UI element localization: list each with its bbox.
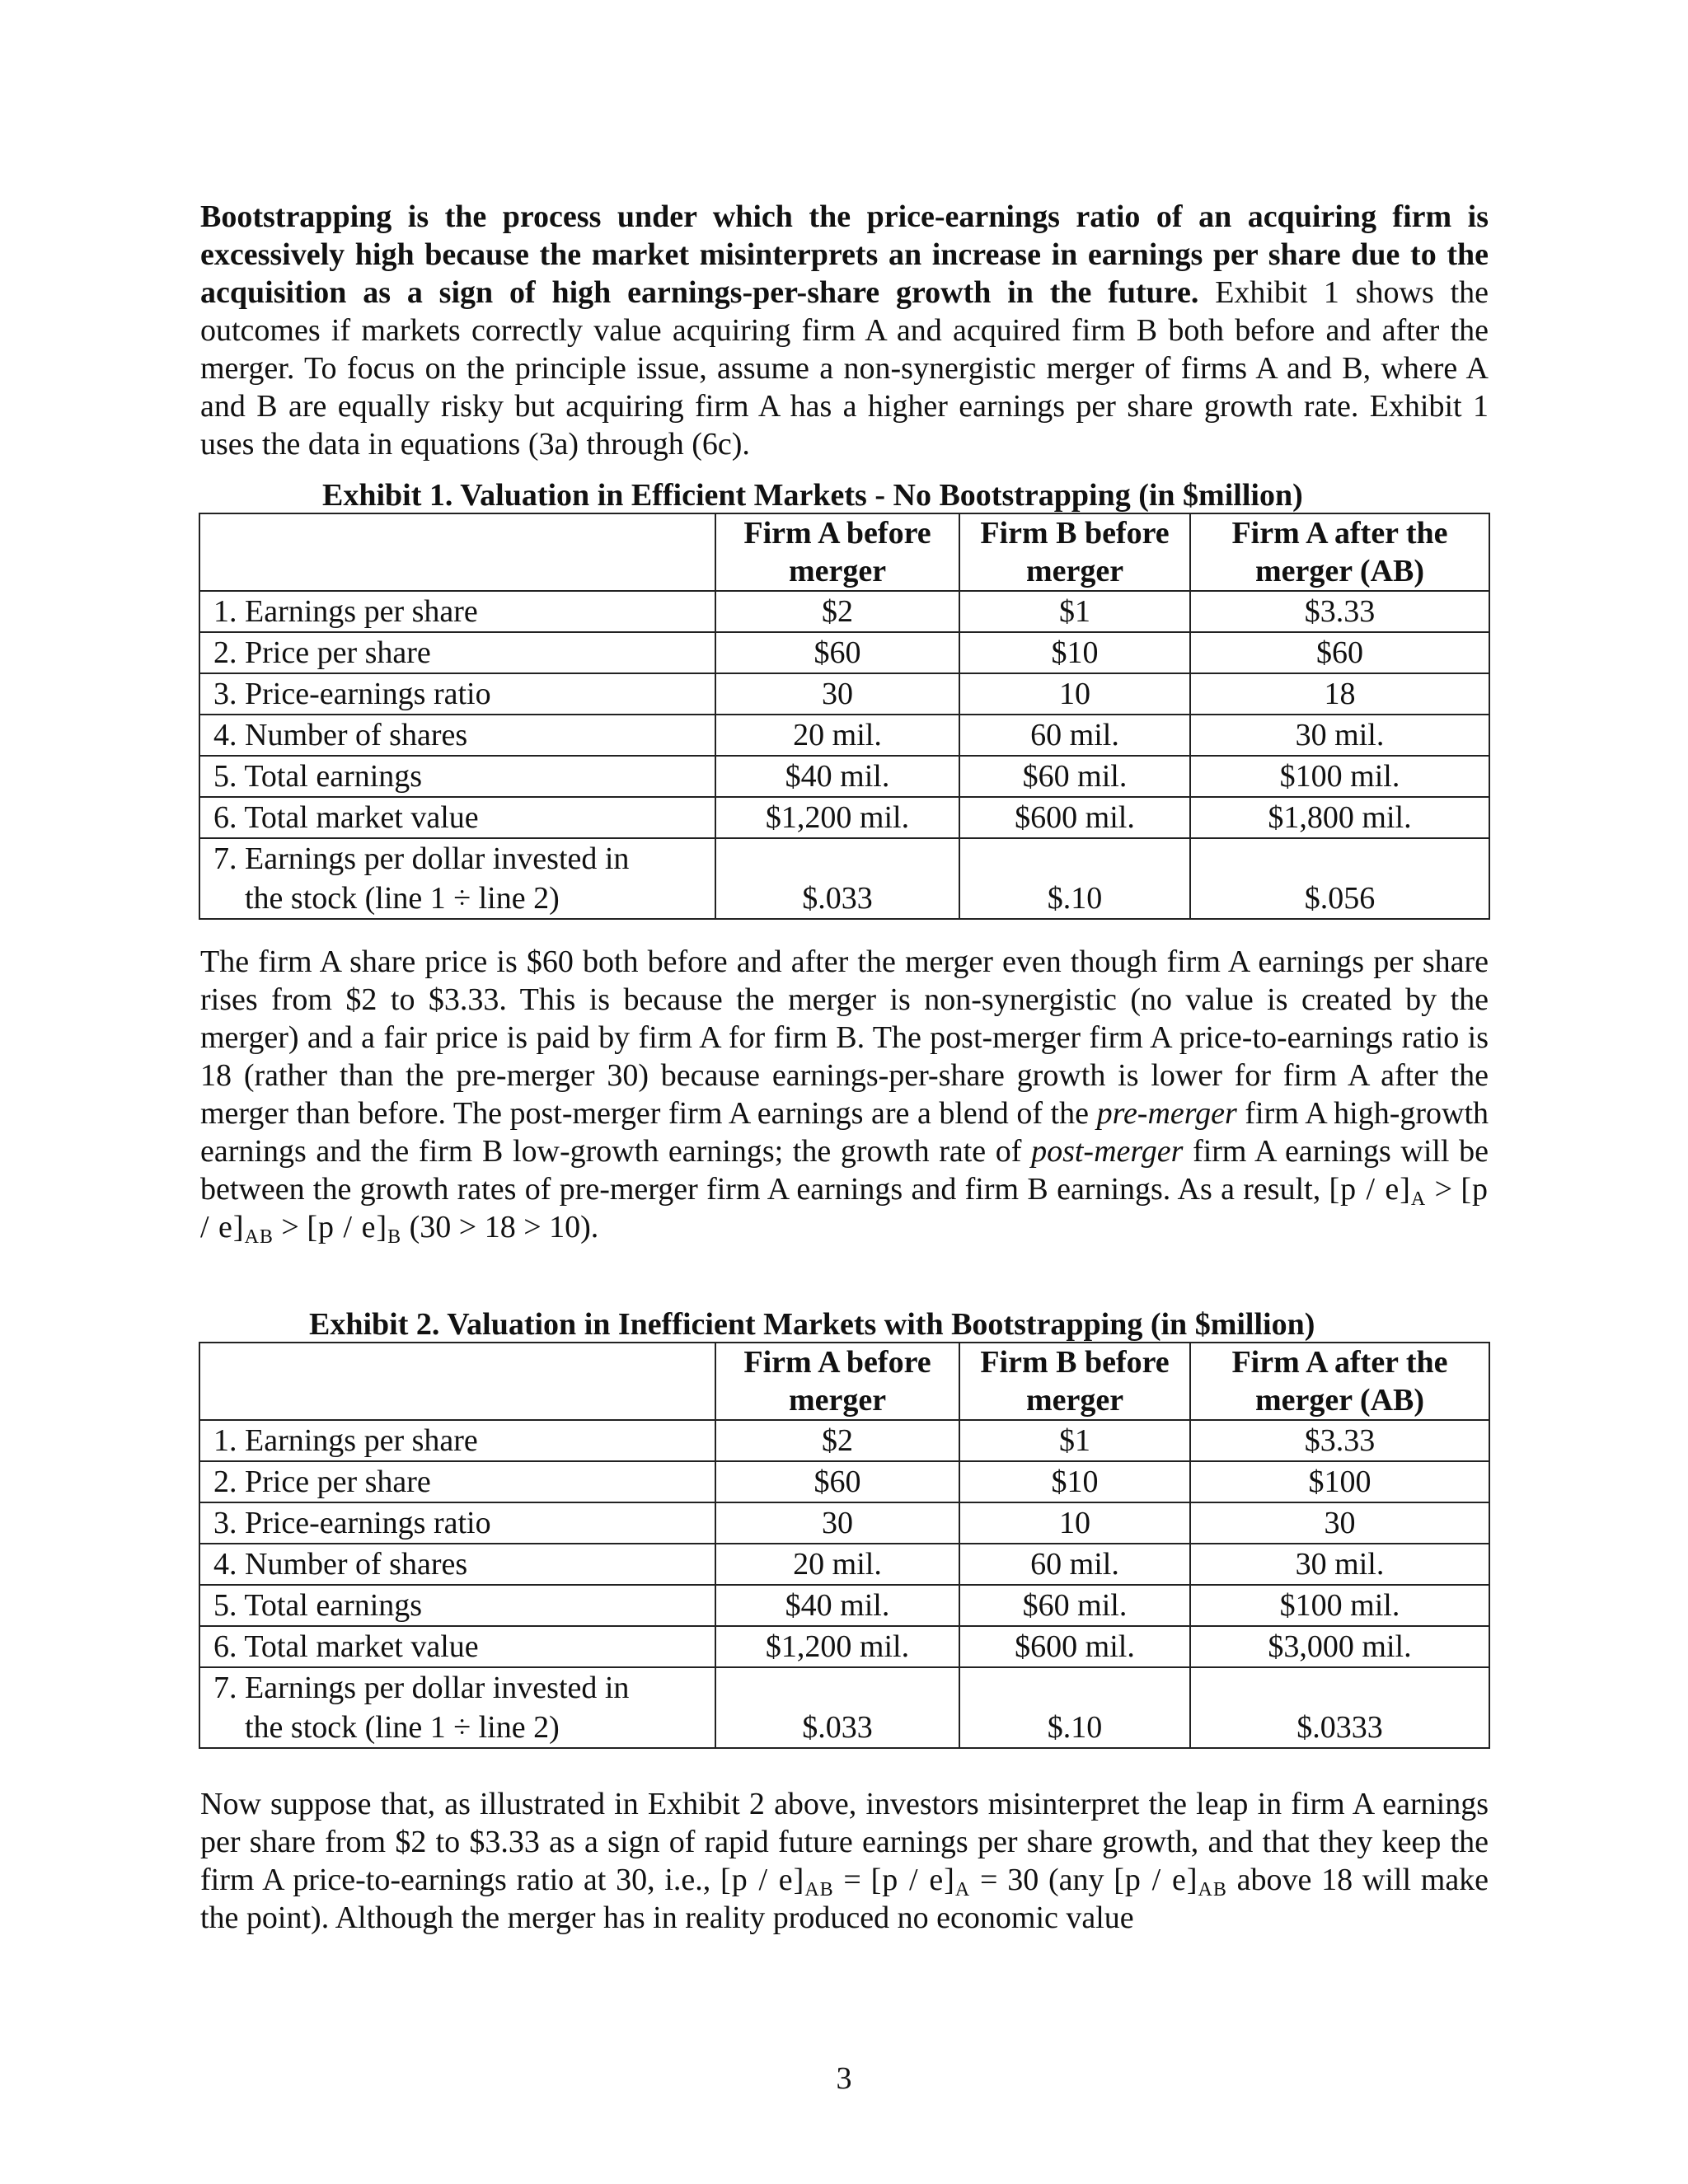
cell-value: $2 bbox=[715, 591, 959, 632]
row-label-line-1: 7. Earnings per dollar invested in bbox=[213, 1671, 630, 1705]
table-header-row bbox=[199, 1343, 1489, 1420]
pe-ratio-a: $[p / e]_A$ bbox=[1329, 1172, 1427, 1210]
header-blank bbox=[199, 1343, 715, 1420]
cell-value: $1,800 mil. bbox=[1190, 797, 1489, 838]
cell-value: 60 mil. bbox=[959, 1544, 1190, 1585]
table-row bbox=[199, 756, 1489, 797]
row-label: 3. Price-earnings ratio bbox=[199, 673, 715, 715]
cell-value: $40 mil. bbox=[715, 1585, 959, 1626]
cell-value: $3.33 bbox=[1190, 1420, 1489, 1461]
pe-ratio-ab: $[p / e]_{AB}$ bbox=[720, 1863, 834, 1900]
row-label: 5. Total earnings bbox=[199, 756, 715, 797]
pe-ratio-a: $[p / e]_A$ bbox=[870, 1863, 971, 1900]
cell-value: 30 bbox=[715, 1502, 959, 1544]
cell-value: 20 mil. bbox=[715, 715, 959, 756]
table-row bbox=[199, 838, 1489, 919]
cell-value: $1,200 mil. bbox=[715, 797, 959, 838]
row-label bbox=[199, 1667, 715, 1748]
analysis-paragraph bbox=[200, 943, 1489, 1246]
row-label: 4. Number of shares bbox=[199, 715, 715, 756]
analysis-italic-2: post-merger bbox=[1031, 1134, 1184, 1169]
table-row bbox=[199, 1585, 1489, 1626]
table-row bbox=[199, 673, 1489, 715]
cell-value: $60 mil. bbox=[959, 1585, 1190, 1626]
header-firm-a-after: Firm A after the merger (AB) bbox=[1190, 1343, 1489, 1420]
row-label: 1. Earnings per share bbox=[199, 1420, 715, 1461]
cell-value: $600 mil. bbox=[959, 797, 1190, 838]
bootstrapping-text-3: above 18 will make the point). Although the merger has in reality produced no economic value bbox=[200, 1863, 1489, 1935]
gt-symbol: > bbox=[1434, 1172, 1453, 1207]
exhibit-2-title: Exhibit 2. Valuation in Inefficient Markets with Bootstrapping (in $million) bbox=[309, 1307, 1315, 1342]
eq-symbol: = bbox=[843, 1863, 861, 1897]
cell-value: $40 mil. bbox=[715, 756, 959, 797]
exhibit-1 bbox=[199, 478, 1487, 920]
intro-paragraph bbox=[200, 198, 1489, 463]
cell-value: 18 bbox=[1190, 673, 1489, 715]
cell-value: $1 bbox=[959, 1420, 1190, 1461]
cell-value: $1,200 mil. bbox=[715, 1626, 959, 1667]
row-label-line-2: the stock (line 1 ÷ line 2) bbox=[245, 881, 560, 916]
header-firm-b-before: Firm B before merger bbox=[959, 513, 1190, 591]
cell-value: $60 bbox=[715, 632, 959, 673]
table-row bbox=[199, 1544, 1489, 1585]
cell-value: 10 bbox=[959, 1502, 1190, 1544]
header-firm-b-before: Firm B before merger bbox=[959, 1343, 1190, 1420]
bootstrapping-paragraph bbox=[200, 1785, 1489, 1937]
header-firm-a-after: Firm A after the merger (AB) bbox=[1190, 513, 1489, 591]
cell-value: $100 bbox=[1190, 1461, 1489, 1502]
row-label: 1. Earnings per share bbox=[199, 591, 715, 632]
cell-value: 30 mil. bbox=[1190, 1544, 1489, 1585]
bootstrapping-text-2: = 30 (any bbox=[980, 1863, 1104, 1897]
document-page bbox=[200, 198, 1489, 1937]
analysis-text-1: The firm A share price is $60 both before and after the merger even though firm A earnings per share rises from $2 to $3.33. This is because the merger is non-synergistic (no value is created by the merger) and a fair price is paid by firm A for firm B. The post-merger firm A price-to-earnings ratio is 18 (rather than the pre-merger 30) because earnings-per-share growth is lower for firm A after the merger than before. The post-merger firm A earnings are a blend of the bbox=[200, 944, 1489, 1131]
cell-value: $.10 bbox=[959, 838, 1190, 919]
row-label: 6. Total market value bbox=[199, 1626, 715, 1667]
analysis-text-2: firm A high-growth earnings and the firm B low-growth earnings; the growth rate of bbox=[200, 1096, 1489, 1169]
row-label: 3. Price-earnings ratio bbox=[199, 1502, 715, 1544]
cell-value: $10 bbox=[959, 632, 1190, 673]
cell-value: $60 bbox=[715, 1461, 959, 1502]
cell-value: $2 bbox=[715, 1420, 959, 1461]
header-blank bbox=[199, 513, 715, 591]
cell-value: $.10 bbox=[959, 1667, 1190, 1748]
cell-value: 20 mil. bbox=[715, 1544, 959, 1585]
cell-value: 10 bbox=[959, 673, 1190, 715]
row-label-line-2: the stock (line 1 ÷ line 2) bbox=[245, 1710, 560, 1745]
pe-ratio-ab: $[p / e]_{AB}$ bbox=[1114, 1863, 1227, 1900]
table-row bbox=[199, 1667, 1489, 1748]
exhibit-2 bbox=[199, 1307, 1487, 1749]
table-row bbox=[199, 1626, 1489, 1667]
row-label: 2. Price per share bbox=[199, 1461, 715, 1502]
table-row bbox=[199, 797, 1489, 838]
cell-value: $100 mil. bbox=[1190, 756, 1489, 797]
row-label: 2. Price per share bbox=[199, 632, 715, 673]
row-label-line-1: 7. Earnings per dollar invested in bbox=[213, 841, 630, 876]
analysis-text-3: firm A earnings will be between the growth rates of pre-merger firm A earnings and firm B earnings. As a result, bbox=[200, 1134, 1489, 1207]
row-label: 6. Total market value bbox=[199, 797, 715, 838]
analysis-tail: (30 > 18 > 10). bbox=[409, 1210, 599, 1244]
gt-symbol: > bbox=[281, 1210, 299, 1244]
cell-value: $10 bbox=[959, 1461, 1190, 1502]
header-firm-a-before: Firm A before merger bbox=[715, 1343, 959, 1420]
cell-value: $100 mil. bbox=[1190, 1585, 1489, 1626]
cell-value: $3,000 mil. bbox=[1190, 1626, 1489, 1667]
cell-value: $3.33 bbox=[1190, 591, 1489, 632]
cell-value: $.056 bbox=[1190, 838, 1489, 919]
intro-bold-text: Bootstrapping is the process under which the price-earnings ratio of an acquiring firm is excessively high because the market misinterprets an increase in earnings per share due to the acquisition as a sign of high earnings-per-share growth in the future. bbox=[200, 199, 1489, 310]
cell-value: 60 mil. bbox=[959, 715, 1190, 756]
table-row bbox=[199, 632, 1489, 673]
row-label: 4. Number of shares bbox=[199, 1544, 715, 1585]
cell-value: $600 mil. bbox=[959, 1626, 1190, 1667]
cell-value: 30 bbox=[1190, 1502, 1489, 1544]
table-row bbox=[199, 1502, 1489, 1544]
cell-value: $1 bbox=[959, 591, 1190, 632]
exhibit-2-table bbox=[199, 1342, 1490, 1749]
analysis-italic-1: pre-merger bbox=[1096, 1096, 1237, 1131]
header-firm-a-before: Firm A before merger bbox=[715, 513, 959, 591]
table-row bbox=[199, 1420, 1489, 1461]
cell-value: $60 bbox=[1190, 632, 1489, 673]
bootstrapping-text-1: Now suppose that, as illustrated in Exhibit 2 above, investors misinterpret the leap in firm A earnings per share from $2 to $3.33 as a sign of rapid future earnings per share growth, and that they keep the firm A price-to-earnings ratio at 30, i.e., bbox=[200, 1787, 1489, 1897]
cell-value: $.033 bbox=[715, 838, 959, 919]
table-row bbox=[199, 715, 1489, 756]
intro-text: Exhibit 1 shows the outcomes if markets correctly value acquiring firm A and acquired firm B both before and after the merger. To focus on the principle issue, assume a non-synergistic merger of firms A and B, where A and B are equally risky but acquiring firm A has a higher earnings per share growth rate. Exhibit 1 uses the data in equations (3a) through (6c). bbox=[200, 275, 1489, 462]
cell-value: 30 mil. bbox=[1190, 715, 1489, 756]
row-label bbox=[199, 838, 715, 919]
cell-value: $.033 bbox=[715, 1667, 959, 1748]
exhibit-1-title: Exhibit 1. Valuation in Efficient Markets - No Bootstrapping (in $million) bbox=[322, 478, 1303, 513]
cell-value: $60 mil. bbox=[959, 756, 1190, 797]
exhibit-1-table bbox=[199, 513, 1490, 920]
pe-ratio-ab: $[p / e]_{AB}$ bbox=[200, 1172, 1489, 1248]
row-label: 5. Total earnings bbox=[199, 1585, 715, 1626]
table-row bbox=[199, 591, 1489, 632]
cell-value: 30 bbox=[715, 673, 959, 715]
table-header-row bbox=[199, 513, 1489, 591]
table-row bbox=[199, 1461, 1489, 1502]
pe-ratio-b: $[p / e]_B$ bbox=[307, 1210, 402, 1248]
page-number: 3 bbox=[836, 2061, 852, 2096]
cell-value: $.0333 bbox=[1190, 1667, 1489, 1748]
